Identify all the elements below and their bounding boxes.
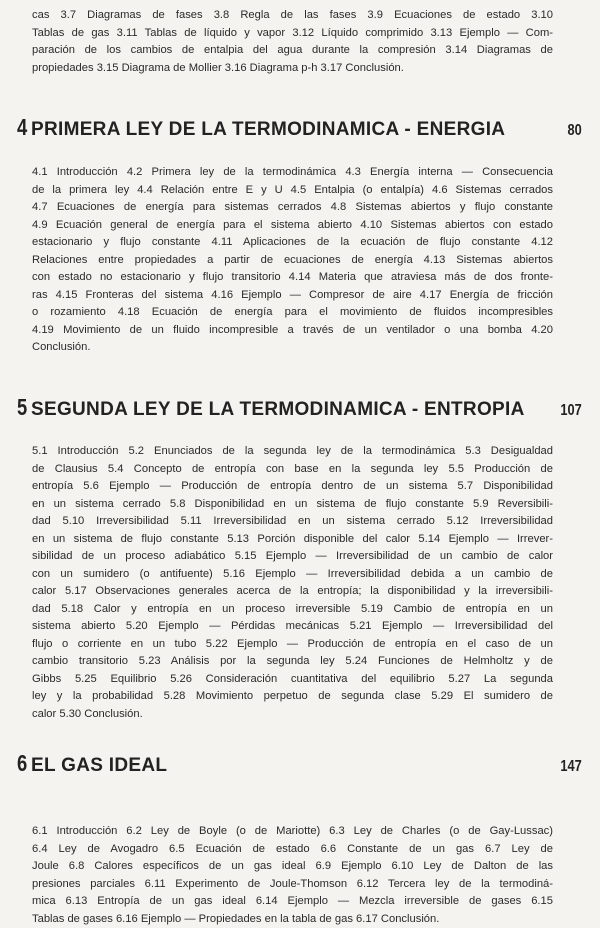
contents-line: Gibbs 5.25 Equilibrio 5.26 Consideración cuantitativa del equilibrio 5.27 La segunda <box>32 671 553 689</box>
contents-line: 4.19 Movimiento de un fluido incompresible a través de un ventilador o una bomba 4.20 <box>32 322 553 340</box>
chapter-4-heading <box>17 114 582 141</box>
contents-line: paración de los cambios de entalpia del agua durante la compresión 3.14 Diagramas de <box>32 42 553 60</box>
contents-line: de la primera ley 4.4 Relación entre E y U 4.5 Entalpia (o entalpía) 4.6 Sistemas cerrados <box>32 182 553 200</box>
contents-line: dad 5.18 Calor y entropía en un proceso irreversible 5.19 Cambio de entropía en un <box>32 601 553 619</box>
contents-line: con un sumidero (o antifuente) 5.16 Ejemplo — Irreversibilidad debida a un cambio de <box>32 566 553 584</box>
contents-line: 4.1 Introducción 4.2 Primera ley de la termodinámica 4.3 Energía interna — Consecuencia <box>32 164 553 182</box>
chapter-number: 4 <box>17 114 28 141</box>
chapter-title: EL GAS IDEAL <box>31 755 555 777</box>
chapter-5-heading <box>17 394 582 421</box>
contents-line: 4.9 Ecuación general de energía para el sistema abierto 4.10 Sistemas abiertos con estado <box>32 217 553 235</box>
contents-line: cas 3.7 Diagramas de fases 3.8 Regla de las fases 3.9 Ecuaciones de estado 3.10 <box>32 7 553 25</box>
contents-line: flujo o corriente en un tubo 5.22 Ejemplo — Producción de entropía en el caso de un <box>32 636 553 654</box>
contents-line: calor 5.30 Conclusión. <box>32 706 553 724</box>
contents-line: estacionario y flujo constante 4.11 Aplicaciones de la ecuación de flujo constante 4.12 <box>32 234 553 252</box>
contents-line: 5.1 Introducción 5.2 Enunciados de la segunda ley de la termodinámica 5.3 Desigualdad <box>32 443 553 461</box>
contents-line: propiedades 3.15 Diagrama de Mollier 3.16 Diagrama p-h 3.17 Conclusión. <box>32 60 553 78</box>
contents-line: entropía 5.6 Ejemplo — Producción de entropía dentro de un sistema 5.7 Disponibilidad <box>32 478 553 496</box>
chapter-4-contents <box>32 164 553 357</box>
chapter-page: 107 <box>561 402 582 420</box>
contents-line: o rozamiento 4.18 Ecuación de energía para el movimiento de fluidos incompresibles <box>32 304 553 322</box>
contents-line: calor 5.17 Observaciones generales acerca de la entropía; la disponibilidad y la irreversibili- <box>32 583 553 601</box>
contents-line: presiones parciales 6.11 Experimento de Joule-Thomson 6.12 Tercera ley de la termodiná- <box>32 876 553 894</box>
chapter-number: 6 <box>17 750 28 777</box>
contents-line: sistema abierto 5.20 Ejemplo — Pérdidas mecánicas 5.21 Ejemplo — Irreversibilidad del <box>32 618 553 636</box>
contents-line: en un sistema de flujo constante 5.13 Porción disponible del calor 5.14 Ejemplo — Irrever- <box>32 531 553 549</box>
contents-line: 4.7 Ecuaciones de energía para sistemas cerrados 4.8 Sistemas abiertos y flujo constante <box>32 199 553 217</box>
contents-line: dad 5.10 Irreversibilidad 5.11 Irreversibilidad en un sistema cerrado 5.12 Irreversibilidad <box>32 513 553 531</box>
contents-line: en un sistema cerrado 5.8 Disponibilidad en un sistema de flujo constante 5.9 Reversibili- <box>32 496 553 514</box>
contents-line: ley y la probabilidad 5.28 Movimiento perpetuo de segunda clase 5.29 El sumidero de <box>32 688 553 706</box>
chapter-title: SEGUNDA LEY DE LA TERMODINAMICA - ENTROPIA <box>31 399 555 421</box>
contents-line: Relaciones entre propiedades a partir de ecuaciones de energía 4.13 Sistemas abiertos <box>32 252 553 270</box>
chapter-page: 80 <box>568 122 582 140</box>
contents-line: con estado no estacionario y flujo transitorio 4.14 Materia que atraviesa más de dos fronte- <box>32 269 553 287</box>
contents-line: Conclusión. <box>32 339 553 357</box>
chapter-number: 5 <box>17 394 28 421</box>
contents-line: mica 6.13 Entropía de un gas ideal 6.14 Ejemplo — Mezcla irreversible de gases 6.15 <box>32 893 553 911</box>
contents-line: 6.4 Ley de Avogadro 6.5 Ecuación de estado 6.6 Constante de un gas 6.7 Ley de <box>32 841 553 859</box>
chapter-6-contents <box>32 823 553 928</box>
chapter-page: 147 <box>561 758 582 776</box>
contents-line: Joule 6.8 Calores específicos de un gas ideal 6.9 Ejemplo 6.10 Ley de Dalton de las <box>32 858 553 876</box>
contents-line: ras 4.15 Fronteras del sistema 4.16 Ejemplo — Compresor de aire 4.17 Energía de fricción <box>32 287 553 305</box>
contents-line: cambio transitorio 5.23 Análisis por la segunda ley 5.24 Funciones de Helmholtz y de <box>32 653 553 671</box>
contents-line: Tablas de gases 6.16 Ejemplo — Propiedades en la tabla de gas 6.17 Conclusión. <box>32 911 553 928</box>
contents-line: 6.1 Introducción 6.2 Ley de Boyle (o de Mariotte) 6.3 Ley de Charles (o de Gay-Lussac) <box>32 823 553 841</box>
chapter-5-contents <box>32 443 553 723</box>
intro-paragraph <box>32 7 553 77</box>
contents-line: sibilidad de un proceso adiabático 5.15 Ejemplo — Irreversibilidad de un cambio de calor <box>32 548 553 566</box>
chapter-6-heading <box>17 750 582 777</box>
contents-line: Tablas de gas 3.11 Tablas de líquido y vapor 3.12 Líquido comprimido 3.13 Ejemplo — Com- <box>32 25 553 43</box>
contents-line: de Clausius 5.4 Concepto de entropía con base en la segunda ley 5.5 Producción de <box>32 461 553 479</box>
chapter-title: PRIMERA LEY DE LA TERMODINAMICA - ENERGIA <box>31 119 564 141</box>
